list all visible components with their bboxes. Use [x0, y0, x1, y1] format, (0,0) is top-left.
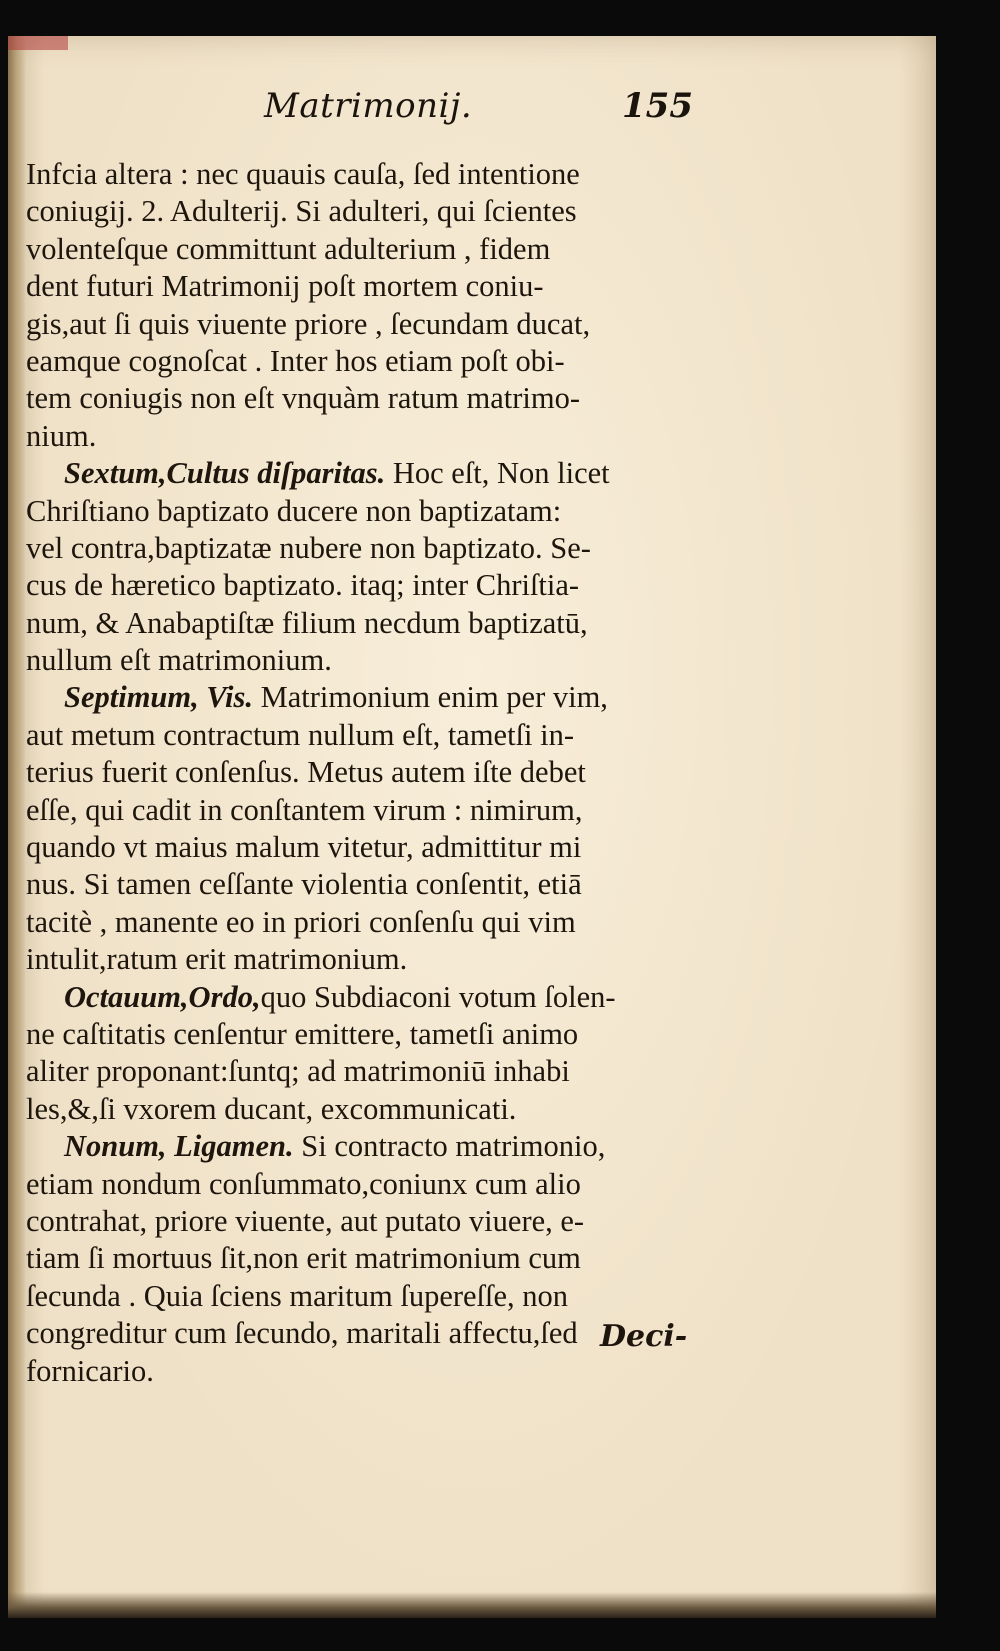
impediment-heading: Nonum, Ligamen. [64, 1129, 294, 1164]
body-text [26, 156, 666, 1390]
line-text: tiam ſi mortuus ſit,non erit matrimonium cum [26, 1241, 581, 1276]
text-line [26, 343, 666, 380]
text-line [26, 866, 666, 903]
text-line [26, 193, 666, 230]
line-text: coniugij. 2. Adulterij. Si adulteri, qui ſcientes [26, 194, 577, 229]
line-text: tacitè , manente eo in priori conſenſu qui vim [26, 904, 576, 939]
text-line [26, 1353, 666, 1390]
line-text: contrahat, priore viuente, aut putato viuere, e- [26, 1203, 585, 1238]
line-text: etiam nondum conſummato,coniunx cum alio [26, 1166, 581, 1201]
line-text: gis,aut ſi quis viuente priore , ſecundam ducat, [26, 306, 591, 341]
text-line [26, 493, 666, 530]
line-text: num, & Anabaptiſtæ filium necdum baptizatū, [26, 605, 588, 640]
line-text: aliter proponant:ſuntq; ad matrimoniū inhabi [26, 1054, 570, 1089]
line-text: terius fuerit conſenſus. Metus autem iſte debet [26, 755, 586, 790]
text-line [26, 455, 666, 492]
line-text: nullum eſt matrimonium. [26, 643, 332, 678]
text-line [26, 605, 666, 642]
book-page [8, 36, 936, 1618]
line-text: les,&,ſi vxorem ducant, excommunicati. [26, 1091, 517, 1126]
line-text: nus. Si tamen ceſſante violentia conſentit, etiā [26, 867, 582, 902]
text-line [26, 1016, 666, 1053]
text-line [26, 530, 666, 567]
text-line [26, 829, 666, 866]
line-text: intulit,ratum erit matrimonium. [26, 942, 408, 977]
page-corner-mark [8, 36, 68, 50]
page-header [44, 80, 693, 136]
text-line [26, 642, 666, 679]
line-text: dent futuri Matrimonij poſt mortem coniu- [26, 269, 544, 304]
text-line [26, 380, 666, 417]
line-text: Infcia altera : nec quauis cauſa, ſed intentione [26, 157, 580, 191]
running-head: Matrimonij. [264, 86, 473, 126]
line-text: nium. [26, 418, 97, 453]
impediment-heading: Septimum, Vis. [64, 680, 253, 715]
line-text: aut metum contractum nullum eſt, tametſi in- [26, 717, 575, 752]
text-line [26, 679, 666, 716]
line-text: eamque cognoſcat . Inter hos etiam poſt obi- [26, 343, 565, 378]
line-text: Chriſtiano baptizato ducere non baptizatam: [26, 493, 562, 528]
line-text: Hoc eſt, Non licet [385, 456, 610, 491]
catchword: Deci- [600, 1319, 688, 1354]
text-line [26, 1240, 666, 1277]
line-text: congreditur cum ſecundo, maritali affectu,ſed [26, 1316, 578, 1351]
text-line [26, 792, 666, 829]
line-text: ne caſtitatis cenſentur emittere, tametſi animo [26, 1016, 579, 1051]
line-text: cus de hæretico baptizato. itaq; inter Chriſtia- [26, 568, 580, 603]
text-line [26, 1128, 666, 1165]
text-line [26, 754, 666, 791]
page-number: 155 [622, 86, 693, 126]
text-line [26, 306, 666, 343]
line-text: Si contracto matrimonio, [293, 1129, 606, 1164]
text-line [26, 941, 666, 978]
line-text: ſecunda . Quia ſciens maritum ſupereſſe, non [26, 1278, 569, 1313]
text-line [26, 567, 666, 604]
line-text: vel contra,baptizatæ nubere non baptizato. Se- [26, 530, 591, 565]
text-line [26, 1091, 666, 1128]
impediment-heading: Sextum,Cultus diſparitas. [64, 456, 386, 491]
line-text: volenteſque committunt adulterium , fidem [26, 231, 551, 266]
line-text: fornicario. [26, 1353, 154, 1388]
text-line [26, 1053, 666, 1090]
line-text: quando vt maius malum vitetur, admittitur mi [26, 830, 582, 865]
text-line [26, 979, 666, 1016]
text-line [26, 1166, 666, 1203]
text-line [26, 231, 666, 268]
text-line [26, 904, 666, 941]
page-gutter-edge [8, 36, 26, 1618]
line-text: Matrimonium enim per vim, [253, 680, 608, 715]
page-bottom-edge [8, 1592, 936, 1618]
line-text: tem coniugis non eſt vnquàm ratum matrimo- [26, 381, 580, 416]
line-text: quo Subdiaconi votum ſolen- [260, 979, 616, 1014]
impediment-heading: Octauum,Ordo, [64, 979, 261, 1014]
text-line [26, 156, 666, 193]
text-line [26, 1278, 666, 1315]
text-line [26, 717, 666, 754]
text-line [26, 1315, 666, 1352]
line-text: eſſe, qui cadit in conſtantem virum : nimirum, [26, 792, 583, 827]
text-line [26, 268, 666, 305]
text-line [26, 418, 666, 455]
text-line [26, 1203, 666, 1240]
